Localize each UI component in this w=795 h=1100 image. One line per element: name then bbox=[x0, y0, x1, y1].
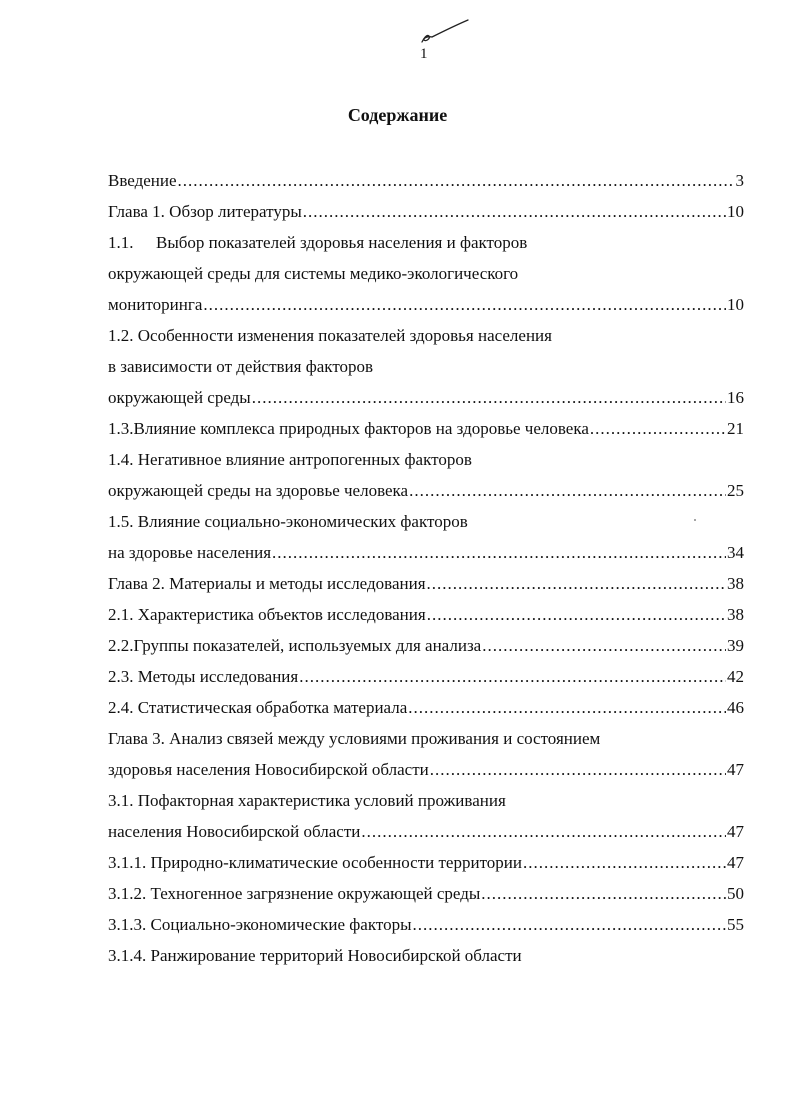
toc-leader-dots bbox=[590, 413, 726, 444]
toc-entry-title: 3.1.4. Ранжирование территорий Новосибирской области bbox=[108, 946, 522, 965]
toc-entry-page: 10 bbox=[727, 295, 744, 314]
toc-leader-dots bbox=[481, 878, 726, 909]
toc-entry-title: 2.1. Характеристика объектов исследования bbox=[108, 605, 426, 624]
toc-entry-page: 25 bbox=[727, 481, 744, 500]
toc-entry-page: 42 bbox=[727, 667, 744, 686]
table-of-contents bbox=[108, 165, 744, 971]
toc-entry bbox=[108, 723, 744, 754]
toc-entry-page: 3 bbox=[735, 171, 744, 190]
toc-leader-dots bbox=[408, 692, 726, 723]
toc-entry-title: Введение bbox=[108, 171, 177, 190]
toc-entry-title: Глава 3. Анализ связей между условиями проживания и состоянием bbox=[108, 729, 601, 748]
toc-leader-dots bbox=[409, 475, 726, 506]
toc-entry bbox=[108, 816, 744, 847]
toc-entry bbox=[108, 754, 744, 785]
toc-entry bbox=[108, 785, 744, 816]
toc-leader-dots bbox=[427, 568, 726, 599]
toc-entry bbox=[108, 630, 744, 661]
toc-entry-title: окружающей среды bbox=[108, 388, 251, 407]
toc-entry-title: в зависимости от действия факторов bbox=[108, 357, 374, 376]
toc-entry-title: 1.3.Влияние комплекса природных факторов на здоровье человека bbox=[108, 419, 589, 438]
toc-entry-title: 3.1. Пофакторная характеристика условий проживания bbox=[108, 791, 506, 810]
toc-entry-title: 2.4. Статистическая обработка материала bbox=[108, 698, 408, 717]
toc-entry-page: 47 bbox=[727, 853, 744, 872]
toc-entry bbox=[108, 351, 744, 382]
toc-entry-title: 1.2. Особенности изменения показателей здоровья населения bbox=[108, 326, 552, 345]
toc-entry bbox=[108, 320, 744, 351]
toc-entry-title: Выбор показателей здоровья населения и факторов bbox=[156, 233, 528, 252]
toc-entry bbox=[108, 909, 744, 940]
toc-entry bbox=[108, 599, 744, 630]
toc-entry-title: 3.1.2. Техногенное загрязнение окружающей среды bbox=[108, 884, 481, 903]
toc-leader-dots bbox=[203, 289, 726, 320]
toc-entry-title: на здоровье населения bbox=[108, 543, 272, 562]
toc-entry-page: 38 bbox=[727, 574, 744, 593]
toc-leader-dots bbox=[272, 537, 726, 568]
toc-entry-page: 47 bbox=[727, 760, 744, 779]
toc-entry-title: здоровья населения Новосибирской области bbox=[108, 760, 429, 779]
toc-entry-page: 55 bbox=[727, 915, 744, 934]
toc-entry-title: 3.1.3. Социально-экономические факторы bbox=[108, 915, 412, 934]
toc-leader-dots bbox=[299, 661, 726, 692]
toc-leader-dots bbox=[361, 816, 726, 847]
toc-entry-title: окружающей среды на здоровье человека bbox=[108, 481, 409, 500]
toc-leader-dots bbox=[252, 382, 726, 413]
toc-entry bbox=[108, 940, 744, 971]
toc-entry-page: 16 bbox=[727, 388, 744, 407]
toc-entry-number: 1.1. bbox=[108, 233, 134, 252]
toc-entry-page: 47 bbox=[727, 822, 744, 841]
toc-entry-title: окружающей среды для системы медико-экологического bbox=[108, 264, 519, 283]
toc-entry-page: 46 bbox=[727, 698, 744, 717]
toc-entry-title: Глава 1. Обзор литературы bbox=[108, 202, 302, 221]
toc-entry-title: 2.2.Группы показателей, используемых для анализа bbox=[108, 636, 482, 655]
toc-entry bbox=[108, 847, 744, 878]
toc-entry bbox=[108, 196, 744, 227]
toc-entry bbox=[108, 382, 744, 413]
toc-entry bbox=[108, 165, 744, 196]
toc-entry bbox=[108, 878, 744, 909]
toc-entry bbox=[108, 227, 744, 258]
toc-entry bbox=[108, 506, 744, 537]
toc-leader-dots bbox=[482, 630, 726, 661]
toc-leader-dots bbox=[430, 754, 726, 785]
page-number: 1 bbox=[420, 46, 428, 62]
toc-entry-page: 34 bbox=[727, 543, 744, 562]
toc-entry-title: населения Новосибирской области bbox=[108, 822, 361, 841]
toc-entry-page: 10 bbox=[727, 202, 744, 221]
toc-entry bbox=[108, 413, 744, 444]
toc-entry-page: 38 bbox=[727, 605, 744, 624]
toc-entry bbox=[108, 289, 744, 320]
toc-entry-title: 3.1.1. Природно-климатические особенности территории bbox=[108, 853, 522, 872]
toc-entry bbox=[108, 444, 744, 475]
toc-entry bbox=[108, 258, 744, 289]
toc-leader-dots bbox=[303, 196, 726, 227]
toc-entry bbox=[108, 661, 744, 692]
toc-entry-title: 1.4. Негативное влияние антропогенных факторов bbox=[108, 450, 472, 469]
toc-leader-dots bbox=[178, 165, 735, 196]
toc-entry bbox=[108, 537, 744, 568]
toc-leader-dots bbox=[427, 599, 726, 630]
toc-entry-page: 39 bbox=[727, 636, 744, 655]
toc-entry-page: 21 bbox=[727, 419, 744, 438]
toc-entry bbox=[108, 692, 744, 723]
toc-entry-title: 2.3. Методы исследования bbox=[108, 667, 299, 686]
toc-entry-title: мониторинга bbox=[108, 295, 203, 314]
toc-entry-title: 1.5. Влияние социально-экономических факторов bbox=[108, 512, 468, 531]
toc-entry-title: Глава 2. Материалы и методы исследования bbox=[108, 574, 426, 593]
toc-entry-page: 50 bbox=[727, 884, 744, 903]
scan-speck bbox=[694, 519, 696, 521]
page-title: Содержание bbox=[347, 105, 448, 125]
toc-leader-dots bbox=[413, 909, 727, 940]
toc-entry bbox=[108, 475, 744, 506]
toc-entry bbox=[108, 568, 744, 599]
handwritten-signature bbox=[418, 18, 470, 48]
toc-leader-dots bbox=[523, 847, 726, 878]
